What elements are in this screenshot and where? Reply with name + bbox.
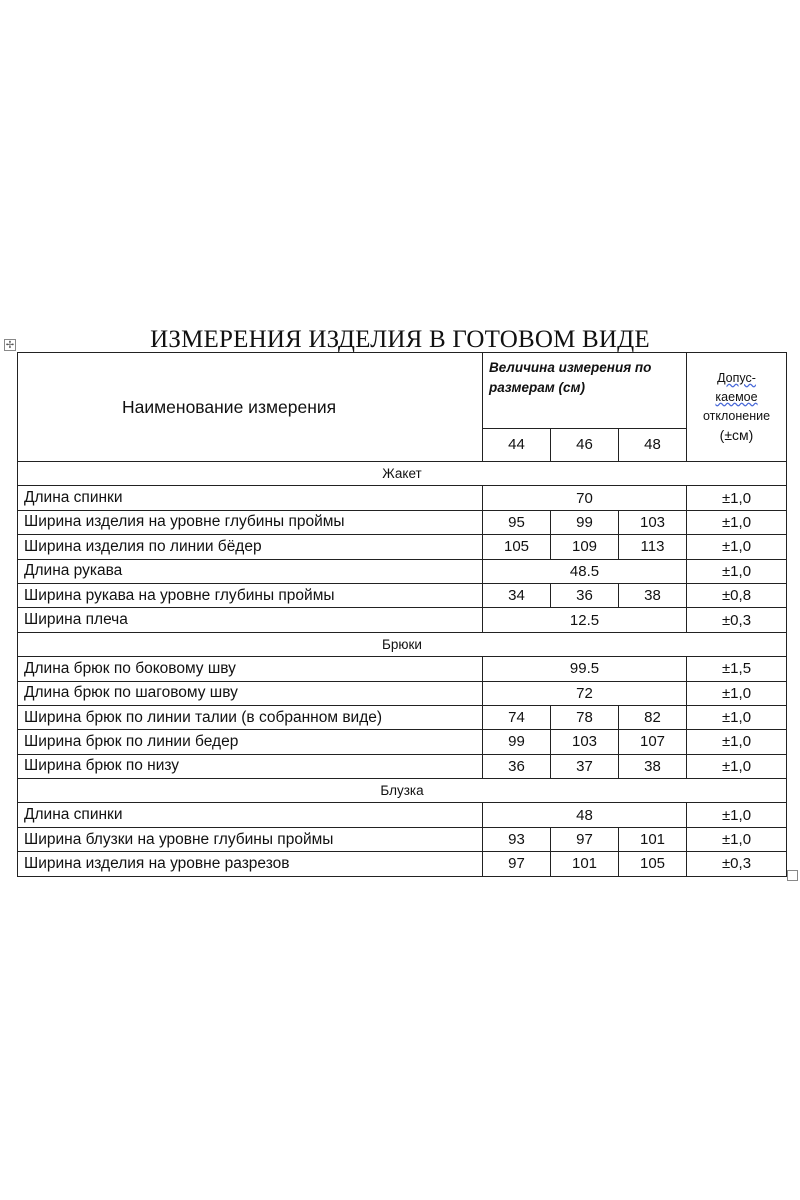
tolerance-value: ±0,3 — [687, 852, 787, 876]
measurement-name: Длина спинки — [18, 803, 483, 827]
measurement-name: Длина спинки — [18, 486, 483, 510]
table-row — [18, 705, 787, 729]
tolerance-value: ±1,0 — [687, 486, 787, 510]
table-row — [18, 681, 787, 705]
section-title: Блузка — [18, 779, 787, 803]
measurement-value: 93 — [483, 827, 551, 851]
measurement-value-all-sizes: 99.5 — [483, 657, 687, 681]
measurement-value: 36 — [551, 583, 619, 607]
measurement-value: 97 — [551, 827, 619, 851]
tolerance-line-1: Допус- — [717, 370, 756, 385]
tolerance-value: ±1,0 — [687, 559, 787, 583]
measurement-value: 113 — [619, 535, 687, 559]
section-row — [18, 632, 787, 656]
measurement-value: 37 — [551, 754, 619, 778]
measurement-value: 74 — [483, 705, 551, 729]
measurement-value: 103 — [551, 730, 619, 754]
table-resize-handle[interactable] — [787, 870, 798, 881]
measurement-value: 97 — [483, 852, 551, 876]
table-row — [18, 803, 787, 827]
measurement-value: 38 — [619, 583, 687, 607]
measurement-name: Длина рукава — [18, 559, 483, 583]
measurement-value: 99 — [551, 510, 619, 534]
measurement-value: 105 — [619, 852, 687, 876]
measurement-value: 38 — [619, 754, 687, 778]
table-row — [18, 583, 787, 607]
measurement-value: 109 — [551, 535, 619, 559]
page-title: ИЗМЕРЕНИЯ ИЗДЕЛИЯ В ГОТОВОМ ВИДЕ — [150, 326, 650, 353]
size-44: 44 — [483, 428, 551, 461]
tolerance-value: ±1,5 — [687, 657, 787, 681]
size-46: 46 — [551, 428, 619, 461]
section-title: Жакет — [18, 462, 787, 486]
measurements-table — [17, 352, 787, 877]
measurement-value: 99 — [483, 730, 551, 754]
size-48: 48 — [619, 428, 687, 461]
measurement-value-all-sizes: 48.5 — [483, 559, 687, 583]
measurement-value: 105 — [483, 535, 551, 559]
tolerance-line-4: (±см) — [719, 426, 754, 443]
measurement-value-all-sizes: 48 — [483, 803, 687, 827]
table-row — [18, 510, 787, 534]
table-row — [18, 852, 787, 876]
tolerance-value: ±1,0 — [687, 535, 787, 559]
tolerance-line-2: каемое — [715, 389, 758, 404]
measurement-value: 78 — [551, 705, 619, 729]
table-row — [18, 730, 787, 754]
tolerance-value: ±1,0 — [687, 827, 787, 851]
table-row — [18, 657, 787, 681]
measurement-name: Ширина брюк по линии талии (в собранном виде) — [18, 705, 483, 729]
measurement-value: 101 — [551, 852, 619, 876]
measurement-value: 36 — [483, 754, 551, 778]
measurement-name: Длина брюк по боковому шву — [18, 657, 483, 681]
table-row — [18, 754, 787, 778]
measurement-value: 95 — [483, 510, 551, 534]
tolerance-value: ±1,0 — [687, 730, 787, 754]
measurement-name: Ширина плеча — [18, 608, 483, 632]
measurement-name: Длина брюк по шаговому шву — [18, 681, 483, 705]
header-size-group: Величина измерения по размерам (см) — [483, 353, 687, 429]
table-row — [18, 608, 787, 632]
measurement-value-all-sizes: 72 — [483, 681, 687, 705]
table-move-handle-icon[interactable]: ✢ — [5, 340, 15, 351]
tolerance-value: ±1,0 — [687, 803, 787, 827]
table-row — [18, 535, 787, 559]
header-name-column: Наименование измерения — [18, 353, 483, 462]
measurement-name: Ширина изделия на уровне разрезов — [18, 852, 483, 876]
measurement-value-all-sizes: 12.5 — [483, 608, 687, 632]
measurement-name: Ширина рукава на уровне глубины проймы — [18, 583, 483, 607]
section-title: Брюки — [18, 632, 787, 656]
measurement-name: Ширина брюк по низу — [18, 754, 483, 778]
table-row — [18, 559, 787, 583]
section-row — [18, 462, 787, 486]
tolerance-value: ±1,0 — [687, 510, 787, 534]
measurement-value-all-sizes: 70 — [483, 486, 687, 510]
measurement-name: Ширина блузки на уровне глубины проймы — [18, 827, 483, 851]
measurement-value: 34 — [483, 583, 551, 607]
tolerance-value: ±0,8 — [687, 583, 787, 607]
tolerance-value: ±1,0 — [687, 681, 787, 705]
tolerance-value: ±1,0 — [687, 705, 787, 729]
measurement-name: Ширина брюк по линии бедер — [18, 730, 483, 754]
table-row — [18, 827, 787, 851]
section-row — [18, 779, 787, 803]
measurement-value: 101 — [619, 827, 687, 851]
measurement-name: Ширина изделия по линии бёдер — [18, 535, 483, 559]
measurement-value: 82 — [619, 705, 687, 729]
measurement-value: 103 — [619, 510, 687, 534]
table-row — [18, 486, 787, 510]
measurement-name: Ширина изделия на уровне глубины проймы — [18, 510, 483, 534]
tolerance-line-3: отклонение — [702, 408, 771, 423]
tolerance-value: ±0,3 — [687, 608, 787, 632]
tolerance-value: ±1,0 — [687, 754, 787, 778]
measurement-value: 107 — [619, 730, 687, 754]
header-tolerance — [687, 353, 787, 462]
